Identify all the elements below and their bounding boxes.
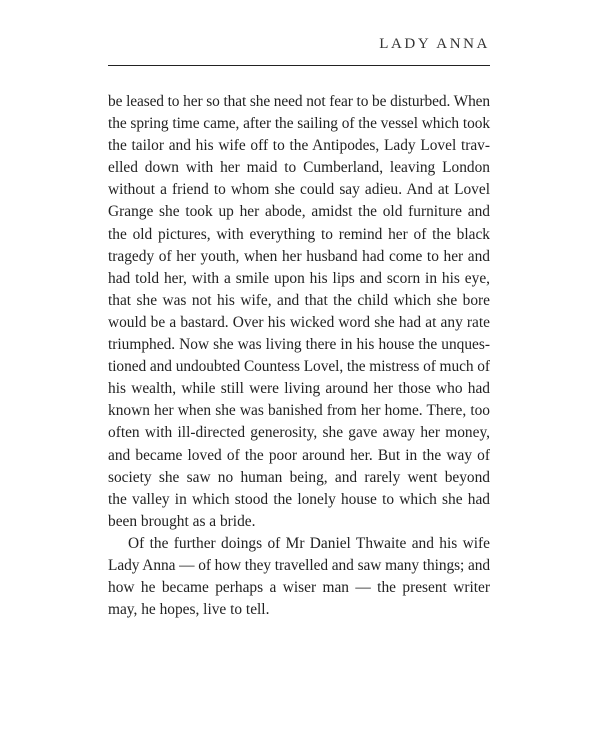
text-line: tragedy of her youth, when her husband had come to her and <box>108 247 490 265</box>
text-line: society she saw no human being, and rarely went beyond <box>108 468 490 486</box>
header-rule <box>108 65 490 66</box>
paragraph <box>108 91 490 533</box>
text-line: tioned and undoubted Countess Lovel, the mistress of much of <box>108 358 491 376</box>
text-line: be leased to her so that she need not fear to be disturbed. When <box>108 93 490 110</box>
text-line: elled down with her maid to Cumberland, leaving London <box>108 159 490 177</box>
text-line: the spring time came, after the sailing of the vessel which took <box>108 115 490 133</box>
text-line: triumphed. Now she was living there in his house the unques- <box>108 336 490 354</box>
paragraph <box>108 533 490 621</box>
text-line: that she was not his wife, and that the child which she bore <box>108 291 490 309</box>
body-text <box>108 91 490 621</box>
text-line: been brought as a bride. <box>108 512 256 530</box>
text-line: his wealth, while still were living around her those who had <box>108 380 490 398</box>
text-line: and became loved of the poor around her. But in the way of <box>108 446 490 464</box>
text-line: had told her, with a smile upon his lips and scorn in his eye, <box>108 269 490 287</box>
text-line: the valley in which stood the lonely house to which she had <box>108 490 490 508</box>
text-line: may, he hopes, live to tell. <box>108 601 270 619</box>
text-line: the old pictures, with everything to remind her of the black <box>108 225 490 243</box>
text-line: the tailor and his wife off to the Antipodes, Lady Lovel trav- <box>108 137 490 155</box>
text-line: known her when she was banished from her home. There, too <box>108 402 490 420</box>
text-line: Of the further doings of Mr Daniel Thwaite and his wife <box>128 534 490 552</box>
text-line: how he became perhaps a wiser man — the present writer <box>108 579 490 597</box>
text-line: would be a bastard. Over his wicked word she had at any rate <box>108 313 490 331</box>
running-head: LADY ANNA <box>379 36 490 52</box>
text-line: Grange she took up her abode, amidst the old furniture and <box>108 203 490 221</box>
text-line: often with ill-directed generosity, she gave away her money, <box>108 424 490 442</box>
text-line: without a friend to whom she could say adieu. And at Lovel <box>108 181 490 199</box>
text-line: Lady Anna — of how they travelled and saw many things; and <box>108 556 490 574</box>
